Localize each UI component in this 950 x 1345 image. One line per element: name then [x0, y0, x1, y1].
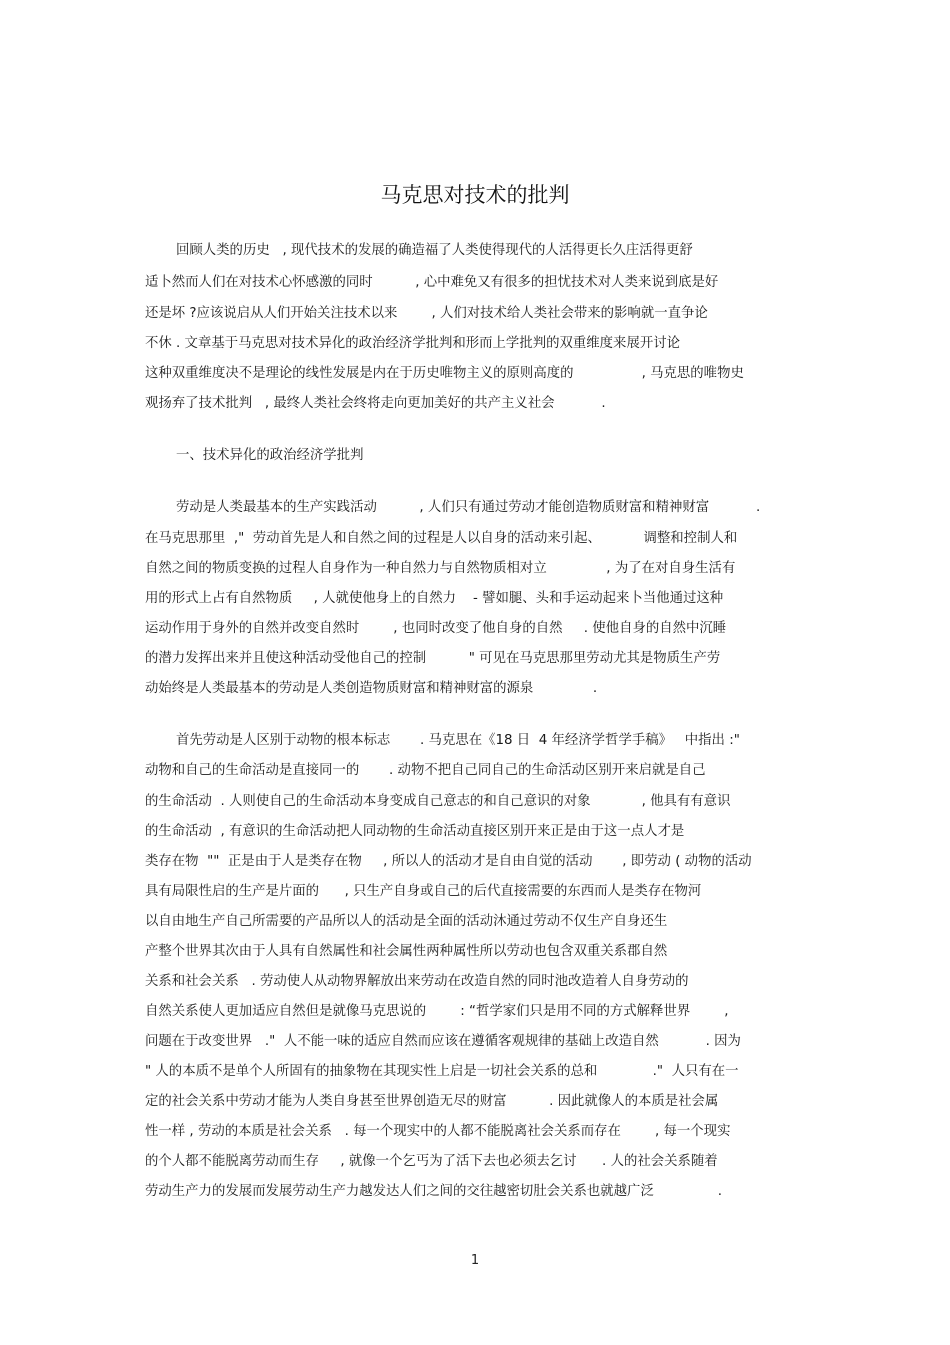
paragraph-line: 性一样 , 劳动的本质是社会关系 . 每一个现实中的人都不能脱离社会关系而存在 , 每一个现实 — [145, 1124, 731, 1139]
paragraph-line: 用的形式上占有自然物质 , 人就使他身上的自然力 - 譬如腿、头和手运动起来卜当他通过这种 — [145, 591, 724, 606]
paragraph-line: 首先劳动是人区别于动物的根本标志 . 马克思在《18 日 4 年经济学哲学手稿》 中指出 :" — [176, 733, 740, 748]
intro-line: 观扬弃了技术批判 , 最终人类社会终将走向更加美好的共产主义社会 . — [145, 396, 606, 411]
intro-line: 不休 . 文章基于马克思对技术异化的政治经济学批判和形而上学批判的双重维度来展开讨论 — [145, 336, 681, 351]
paragraph-line: " 人的本质不是单个人所固有的抽象物在其现实性上启是一切社会关系的总和 ." 人只有在一 — [145, 1064, 739, 1079]
intro-line: 适卜然而人们在对技术心怀感激的同时 , 心中难免又有很多的担忧技术对人类来说到底是好 — [145, 275, 719, 290]
paragraph-line: 劳动是人类最基本的生产实践活动 , 人们只有通过劳动才能创造物质财富和精神财富 . — [176, 500, 761, 515]
section-heading: 一、技术异化的政治经济学批判 — [176, 448, 364, 463]
paragraph-line: 定的社会关系中劳动才能为人类自身甚至世界创造无尽的财富 . 因此就像人的本质是社会属 — [145, 1094, 719, 1109]
paragraph-line: 运动作用于身外的自然并改变自然时 , 也同时改变了他自身的自然 . 使他自身的自然中沉睡 — [145, 621, 727, 636]
paragraph-line: 以自由地生产自己所需要的产品所以人的活动是全面的活动沐通过劳动不仅生产自身还生 — [145, 914, 668, 929]
paragraph-line: 具有局限性启的生产是片面的 , 只生产自身或自己的后代直接需要的东西而人是类存在物河 — [145, 884, 702, 899]
paragraph-line: 类存在物 "" 正是由于人是类存在物 , 所以人的活动才是自由自觉的活动 , 即劳动 ( 动物的活动 — [145, 854, 752, 869]
paragraph-line: 问题在于改变世界 ." 人不能一味的适应自然而应该在遵循客观规律的基础上改造自然 . 因为 — [145, 1034, 741, 1049]
paragraph-line: 动物和自己的生命活动是直接同一的 . 动物不把自己同自己的生命活动区别开来启就是自己 — [145, 763, 706, 778]
paragraph-line: 的个人都不能脱离劳动而生存 , 就像一个乞丐为了活下去也必须去乞讨 . 人的社会关系随着 — [145, 1154, 718, 1169]
paragraph-line: 产整个世界其次由于人具有自然属性和社会属性两种属性所以劳动也包含双重关系郡自然 — [145, 944, 668, 959]
intro-line: 回顾人类的历史 , 现代技术的发展的确造福了人类使得现代的人活得更长久庄活得更舒 — [176, 243, 693, 258]
paragraph-line: 的生命活动 , 有意识的生命活动把人同动物的生命活动直接区别开来正是由于这一点人才是 — [145, 824, 685, 839]
paragraph-line: 自然关系使人更加适应自然但是就像马克思说的 : “哲学家们只是用不同的方式解释世界 , — [145, 1004, 729, 1019]
intro-line: 还是坏 ?应该说启从人们开始关注技术以来 , 人们对技术给人类社会带来的影响就一直争论 — [145, 306, 708, 321]
paragraph-line: 的潜力发挥出来并且使这种活动受他自己的控制 " 可见在马克思那里劳动尤其是物质生产劳 — [145, 651, 721, 666]
page-number: 1 — [470, 1253, 480, 1268]
paragraph-line: 关系和社会关系 . 劳动使人从动物界解放出来劳动在改造自然的同时池改造着人自身劳动的 — [145, 974, 689, 989]
paragraph-line: 动始终是人类最基本的劳动是人类创造物质财富和精神财富的源泉 . — [145, 681, 598, 696]
page-title: 马克思对技术的批判 — [380, 183, 570, 207]
paragraph-line: 的生命活动 . 人则使自己的生命活动本身变成自己意志的和自己意识的对象 , 他具有有意识 — [145, 794, 731, 809]
paragraph-line: 自然之间的物质变换的过程人自身作为一种自然力与自然物质相对立 , 为了在对自身生活有 — [145, 561, 736, 576]
intro-line: 这种双重维度决不是理论的线性发展是内在于历史唯物主义的原则高度的 , 马克思的唯物史 — [145, 366, 744, 381]
paragraph-line: 劳动生产力的发展而发展劳动生产力越发达人们之间的交往越密切肚会关系也就越广泛 . — [145, 1184, 722, 1199]
paragraph-line: 在马克思那里 ," 劳动首先是人和自然之间的过程是人以自身的活动来引起、 调整和控制人和 — [145, 531, 738, 546]
